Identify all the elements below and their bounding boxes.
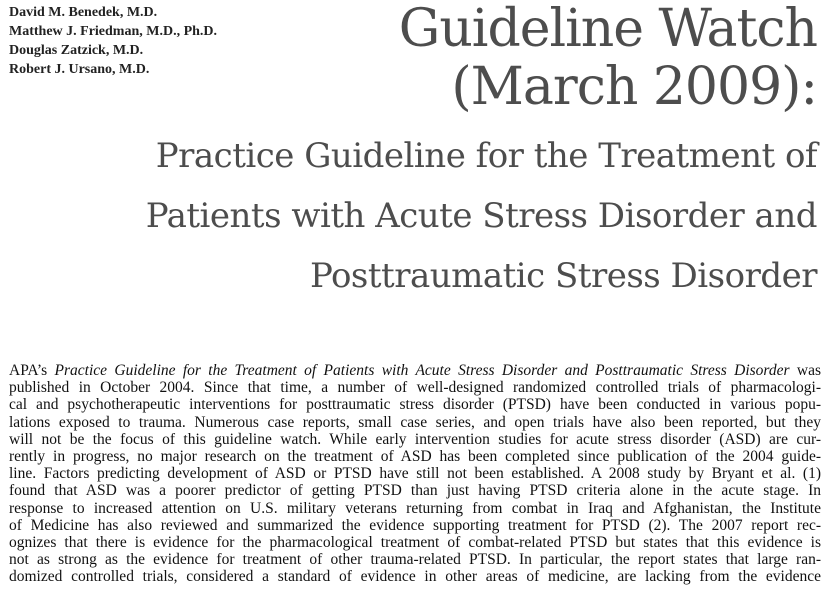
body-lead: APA’s (9, 362, 55, 379)
body-line-first (9, 362, 821, 379)
body-line: published in October 2004. Since that time, a number of well-designed randomized controlled trials of pharmacologi- (9, 379, 821, 397)
body-line: line. Factors predicting development of ASD or PTSD have still not been established. A 2008 study by Bryant et al. (1) (9, 465, 821, 483)
subtitle-line-3: Posttraumatic Stress Disorder (309, 256, 817, 296)
body-paragraph (9, 362, 821, 586)
document-title (27, 0, 817, 306)
body-line: not as strong as the evidence for treatment of other trauma-related PTSD. In particular, the report states that large ran- (9, 551, 821, 569)
body-line: cal and psychotherapeutic interventions for posttraumatic stress disorder (PTSD) have been conducted in various popu- (9, 396, 821, 414)
title-main (27, 0, 817, 116)
author-name: Douglas Zatzick, M.D. (9, 43, 144, 58)
body-line: domized controlled trials, considered a standard of evidence in other areas of medicine, are lacking from the evidence (9, 568, 821, 586)
body-line: of Medicine has also reviewed and summarized the evidence supporting treatment for PTSD (2). The 2007 report rec- (9, 516, 821, 534)
title-subtitle (27, 126, 817, 306)
body-line: lations exposed to trauma. Numerous case reports, small case series, and open trials have also been reported, but they (9, 413, 821, 431)
title-line-1: Guideline Watch (398, 0, 817, 59)
guideline-title-italic: Practice Guideline for the Treatment of Patients with Acute Stress Disorder and Posttraumatic Stress Disorder (54, 362, 790, 379)
author-name: David M. Benedek, M.D. (9, 5, 158, 20)
body-line: will not be the focus of this guideline watch. While early intervention studies for acute stress disorder (ASD) are cur- (9, 430, 821, 448)
body-line: ognizes that there is evidence for the pharmacological treatment of combat-related PTSD but states that this evidence is (9, 534, 821, 552)
body-after-italic: was (789, 362, 821, 379)
body-line: response to increased attention on U.S. military veterans returning from combat in Iraq and Afghanistan, the Institute (9, 499, 821, 517)
subtitle-line-1: Practice Guideline for the Treatment of (155, 136, 817, 176)
subtitle-line-2: Patients with Acute Stress Disorder and (145, 196, 817, 236)
body-line: found that ASD was a poorer predictor of getting PTSD than just having PTSD criteria alone in the acute stage. In (9, 482, 821, 500)
body-line: rently in progress, no major research on the treatment of ASD has been completed since publication of the 2004 guide- (9, 448, 821, 466)
author-name: Robert J. Ursano, M.D. (9, 62, 150, 77)
author-name: Matthew J. Friedman, M.D., Ph.D. (9, 24, 218, 39)
title-line-2: (March 2009): (451, 57, 817, 117)
